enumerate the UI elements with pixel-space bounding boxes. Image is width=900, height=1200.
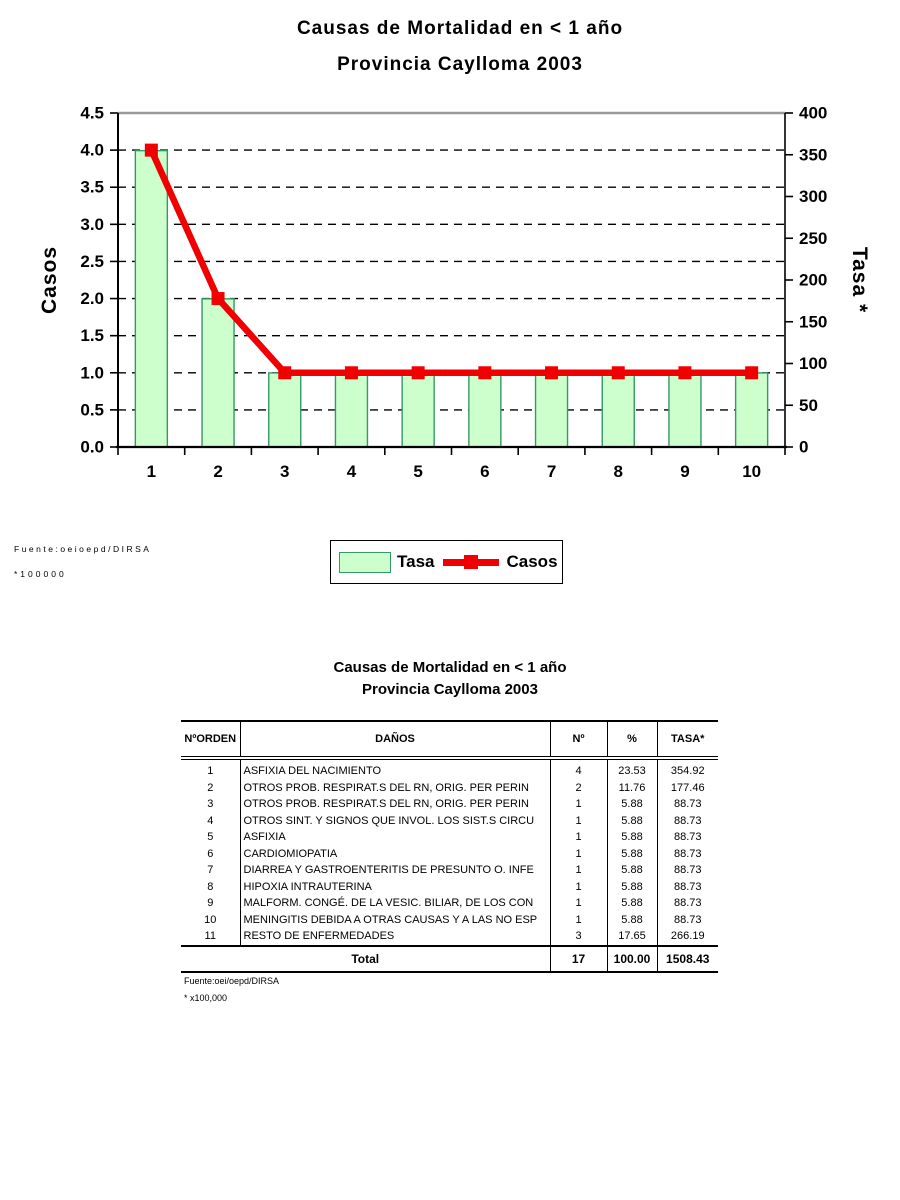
- chart-legend: [330, 540, 563, 584]
- cell-danos: OTROS SINT. Y SIGNOS QUE INVOL. LOS SIST.S CIRCU: [240, 813, 550, 830]
- cell-n: 1: [550, 895, 607, 912]
- cell-pct: 5.88: [607, 912, 657, 929]
- left-tick-label: 4.5: [80, 103, 104, 123]
- cell-orden: 3: [181, 796, 240, 813]
- right-tick-label: 400: [799, 103, 828, 123]
- table-row: [181, 862, 718, 879]
- cell-n: 1: [550, 813, 607, 830]
- x-category-label: 5: [413, 462, 423, 481]
- table-footnote-source: Fuente:oei/oepd/DIRSA: [184, 976, 280, 986]
- casos-marker-icon: [464, 555, 478, 569]
- total-label: Total: [181, 946, 550, 972]
- mortality-chart: [0, 90, 900, 520]
- cell-pct: 5.88: [607, 879, 657, 896]
- table-row: [181, 912, 718, 929]
- table-row: [181, 879, 718, 896]
- cell-orden: 1: [181, 758, 240, 780]
- tasa-bar: [469, 373, 501, 447]
- tasa-bar: [536, 373, 568, 447]
- chart-title-line1: Causas de Mortalidad en < 1 año: [296, 18, 624, 39]
- left-tick-label: 1.5: [80, 326, 104, 346]
- cell-pct: 5.88: [607, 829, 657, 846]
- cell-tasa: 177.46: [670, 781, 705, 794]
- right-tick-label: 100: [799, 354, 828, 373]
- header-norden: NºORDEN: [181, 721, 240, 758]
- mortality-table: [181, 720, 718, 973]
- cell-tasa: 88.73: [673, 913, 702, 926]
- table-row: [181, 846, 718, 863]
- cell-danos: ASFIXIA DEL NACIMIENTO: [240, 758, 550, 780]
- left-tick-label: 2.0: [80, 289, 104, 309]
- casos-point: [745, 366, 758, 379]
- x-category-label: 4: [346, 462, 357, 481]
- header-danos: DAÑOS: [240, 721, 550, 758]
- cell-pct: 23.53: [607, 758, 657, 780]
- x-category-label: 2: [213, 462, 223, 481]
- cell-danos: MALFORM. CONGÉ. DE LA VESIC. BILIAR, DE LOS CON: [240, 895, 550, 912]
- x-category-label: 8: [613, 462, 623, 481]
- cell-n: 2: [550, 780, 607, 797]
- left-tick-label: 3.0: [80, 214, 104, 234]
- table-row: [181, 780, 718, 797]
- cell-orden: 4: [181, 813, 240, 830]
- tasa-bar: [602, 373, 634, 447]
- right-tick-label: 300: [799, 187, 828, 206]
- cell-pct: 5.88: [607, 862, 657, 879]
- casos-point: [345, 366, 358, 379]
- table-row: [181, 895, 718, 912]
- total-tasa: 1508.43: [657, 946, 718, 972]
- x-category-label: 7: [546, 462, 557, 481]
- cell-pct: 11.76: [607, 780, 657, 797]
- cell-tasa: 88.73: [673, 831, 702, 843]
- left-tick-label: 0.0: [80, 437, 104, 457]
- cell-tasa: 354.92: [670, 765, 705, 777]
- cell-pct: 17.65: [607, 928, 657, 946]
- right-axis-title: Tasa *: [848, 246, 871, 314]
- cell-danos: OTROS PROB. RESPIRAT.S DEL RN, ORIG. PER PERIN: [240, 780, 550, 797]
- cell-tasa: 88.73: [673, 798, 702, 810]
- casos-line-icon: [443, 559, 499, 566]
- cell-danos: DIARREA Y GASTROENTERITIS DE PRESUNTO O. INFE: [240, 862, 550, 879]
- tasa-bar: [202, 299, 234, 447]
- tasa-bar: [669, 373, 701, 447]
- legend-casos-label: Casos: [506, 552, 558, 571]
- left-tick-label: 1.0: [80, 363, 104, 383]
- cell-tasa: 88.73: [673, 864, 702, 876]
- cell-n: 1: [550, 912, 607, 929]
- x-category-label: 9: [680, 462, 690, 481]
- header-n: Nº: [550, 721, 607, 758]
- cell-orden: 5: [181, 829, 240, 846]
- tasa-bar: [269, 373, 301, 447]
- cell-danos: RESTO DE ENFERMEDADES: [240, 928, 550, 946]
- left-axis-title: Casos: [38, 245, 61, 315]
- right-tick-label: 0: [799, 437, 809, 457]
- left-tick-label: 2.5: [80, 251, 104, 271]
- right-tick-label: 200: [799, 270, 828, 290]
- cell-tasa: 266.19: [670, 930, 705, 942]
- left-tick-label: 0.5: [80, 400, 104, 420]
- cell-n: 3: [550, 928, 607, 946]
- casos-point: [545, 366, 558, 379]
- header-pct: %: [607, 721, 657, 758]
- right-tick-label: 250: [799, 228, 828, 248]
- cell-orden: 8: [181, 879, 240, 896]
- right-tick-label: 50: [799, 395, 818, 415]
- left-tick-label: 3.5: [80, 177, 104, 197]
- cell-pct: 5.88: [607, 846, 657, 863]
- tasa-bar: [736, 373, 768, 447]
- cell-n: 4: [550, 758, 607, 780]
- tasa-swatch-icon: [339, 552, 391, 573]
- cell-orden: 10: [181, 912, 240, 929]
- right-tick-label: 150: [799, 312, 828, 332]
- casos-point: [212, 292, 225, 305]
- casos-point: [478, 366, 491, 379]
- cell-n: 1: [550, 796, 607, 813]
- casos-point: [412, 366, 425, 379]
- table-row: [181, 813, 718, 830]
- cell-n: 1: [550, 846, 607, 863]
- table-row: [181, 796, 718, 813]
- table-row: [181, 928, 718, 946]
- total-pct: 100.00: [607, 946, 657, 972]
- right-tick-label: 350: [799, 145, 828, 165]
- left-tick-label: 4.0: [80, 140, 104, 160]
- cell-orden: 6: [181, 846, 240, 863]
- cell-n: 1: [550, 862, 607, 879]
- tasa-bar: [402, 373, 434, 447]
- tasa-bar: [135, 151, 167, 447]
- casos-point: [278, 366, 291, 379]
- x-category-label: 6: [480, 462, 490, 481]
- cell-danos: OTROS PROB. RESPIRAT.S DEL RN, ORIG. PER PERIN: [240, 796, 550, 813]
- cell-orden: 11: [181, 928, 240, 946]
- table-footnote-scale: * x100,000: [184, 993, 228, 1003]
- cell-pct: 5.88: [607, 813, 657, 830]
- cell-danos: MENINGITIS DEBIDA A OTRAS CAUSAS Y A LAS NO ESP: [240, 912, 550, 929]
- tasa-bar: [335, 373, 367, 447]
- legend-tasa-label: Tasa: [397, 552, 435, 571]
- casos-point: [678, 366, 691, 379]
- cell-pct: 5.88: [607, 796, 657, 813]
- cell-danos: HIPOXIA INTRAUTERINA: [240, 879, 550, 896]
- table-title-line2: Provincia Caylloma 2003: [362, 681, 538, 698]
- cell-orden: 9: [181, 895, 240, 912]
- cell-tasa: 88.73: [673, 897, 702, 909]
- cell-danos: CARDIOMIOPATIA: [240, 846, 550, 863]
- x-category-label: 3: [280, 462, 290, 481]
- cell-tasa: 88.73: [673, 814, 702, 827]
- cell-orden: 7: [181, 862, 240, 879]
- chart-title-line2: Provincia Caylloma 2003: [337, 54, 583, 75]
- table-row: [181, 758, 718, 780]
- x-category-label: 1: [146, 462, 157, 481]
- cell-pct: 5.88: [607, 895, 657, 912]
- total-row: [181, 946, 718, 972]
- chart-footnote-source: Fuente:oeioepd/DIRSA: [14, 544, 152, 554]
- casos-point: [612, 366, 625, 379]
- cell-n: 1: [550, 879, 607, 896]
- total-n: 17: [550, 946, 607, 972]
- chart-footnote-scale: *100000: [14, 569, 67, 579]
- table-row: [181, 829, 718, 846]
- cell-tasa: 88.73: [673, 880, 702, 893]
- cell-danos: ASFIXIA: [240, 829, 550, 846]
- table-title-line1: Causas de Mortalidad en < 1 año: [333, 659, 567, 676]
- casos-line: [151, 150, 751, 373]
- header-tasa: TASA*: [657, 721, 718, 758]
- table-header: [181, 721, 718, 758]
- cell-tasa: 88.73: [673, 847, 702, 860]
- cell-orden: 2: [181, 780, 240, 797]
- casos-point: [145, 144, 158, 157]
- x-category-label: 10: [742, 462, 762, 481]
- cell-n: 1: [550, 829, 607, 846]
